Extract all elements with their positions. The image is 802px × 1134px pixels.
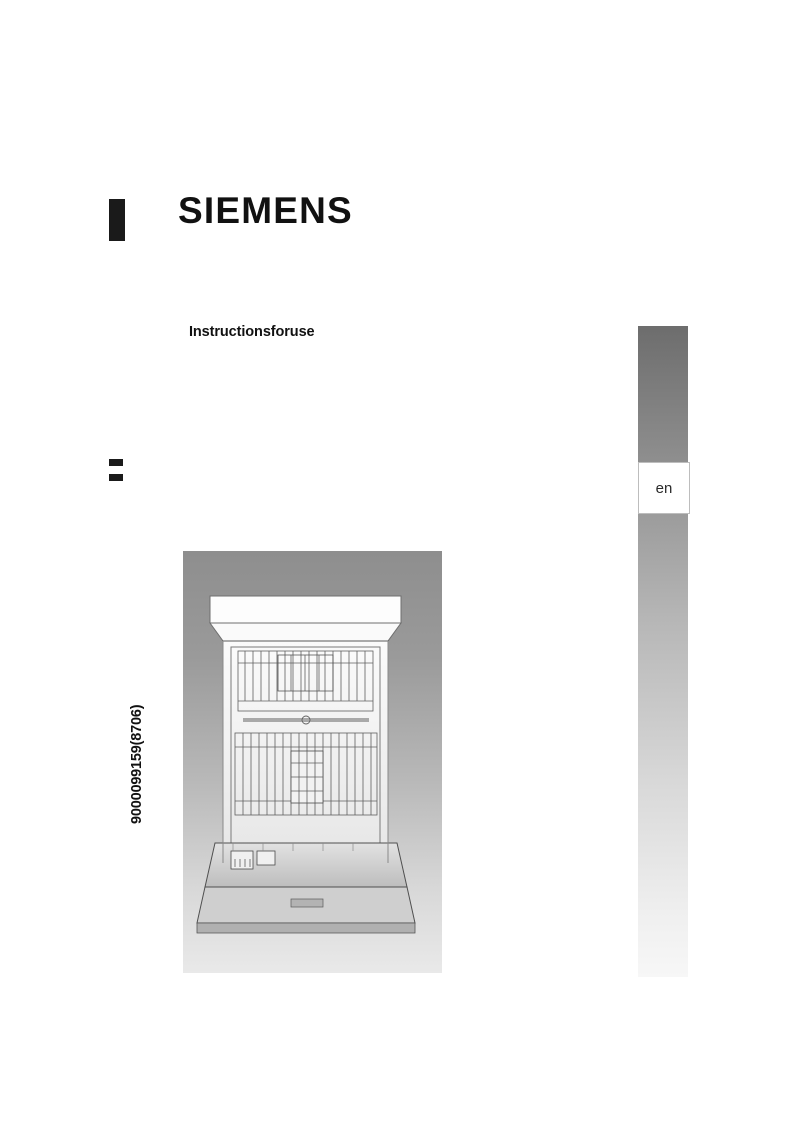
page-title: Instructionsforuse [189,324,315,340]
dash-mark-icon [109,474,123,481]
siemens-bar-icon [109,199,125,241]
language-strip [638,326,688,977]
brand-name: SIEMENS [178,190,353,231]
document-number: 9000099159(8706) [129,704,145,824]
language-tab-en: en [638,462,690,514]
dash-mark-icon [109,459,123,466]
dishwasher-photo [183,551,442,973]
dishwasher-illustration [183,551,442,973]
